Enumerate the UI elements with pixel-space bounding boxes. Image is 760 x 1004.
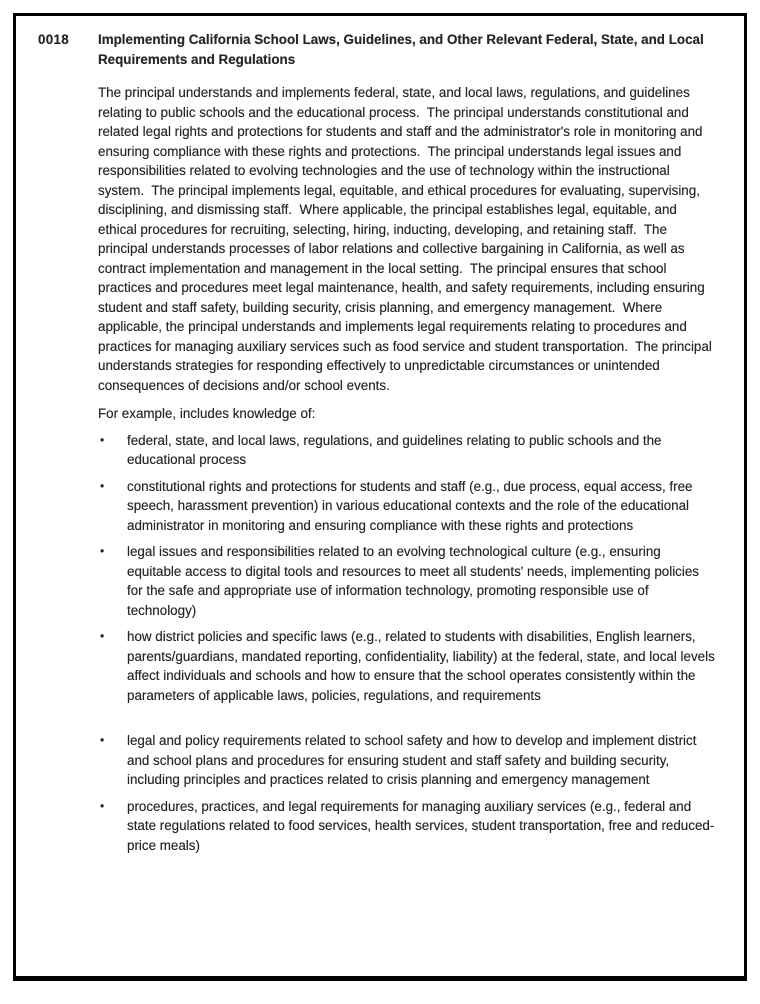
standard-body: [98, 83, 716, 855]
bullet-item: [98, 731, 716, 790]
bullet-text: how district policies and specific laws (e.g., related to students with disabilities, English learners, parents/guardians, mandated reporting, confidentiality, liability) at the federal, state, and local levels affect individuals and schools and how to ensure that the school operates consistently within the parameters of applicable laws, policies, regulations, and requirements: [127, 629, 715, 703]
standard-code: 0018: [38, 32, 69, 47]
bullet-text: legal issues and responsibilities related to an evolving technological culture (e.g., ensuring equitable access to digital tools and resources to meet all students' needs, implementing policies for the safe and appropriate use of information technology, promoting responsible use of technology): [127, 544, 699, 618]
standard-description: The principal understands and implements federal, state, and local laws, regulations, and guidelines relating to public schools and the educational process. The principal understands constitutional and related legal rights and protections for students and staff and the administrator's role in monitoring and ensuring compliance with these rights and protections. The principal understands legal issues and responsibilities related to evolving technologies and the use of technology within the instructional system. The principal implements legal, equitable, and ethical procedures for evaluating, supervising, disciplining, and dismissing staff. Where applicable, the principal establishes legal, equitable, and ethical procedures for recruiting, selecting, hiring, inducting, developing, and retaining staff. The principal understands processes of labor relations and collective bargaining in California, as well as contract implementation and management in the local setting. The principal ensures that school practices and procedures meet legal maintenance, health, and safety requirements, including ensuring student and staff safety, building security, crisis planning, and emergency management. Where applicable, the principal understands and implements legal requirements relating to procedures and practices for managing auxiliary services such as food service and student transportation. The principal understands strategies for responding effectively to unpredictable circumstances or unintended consequences of decisions and/or school events.: [98, 85, 716, 393]
bullet-text: procedures, practices, and legal requirements for managing auxiliary services (e.g., federal and state regulations related to food services, health services, student transportation, free and reduced-price meals): [127, 798, 715, 853]
bullet-text: federal, state, and local laws, regulations, and guidelines relating to public schools and the educational process: [127, 432, 662, 467]
bullet-text: constitutional rights and protections for students and staff (e.g., due process, equal access, free speech, harassment prevention) in various educational contexts and the role of the educational administrator in monitoring and ensuring compliance with these rights and protections: [127, 478, 693, 533]
bullet-text: legal and policy requirements related to school safety and how to develop and implement district and school plans and procedures for ensuring student and staff safety and building security, including principles and practices related to crisis planning and emergency management: [127, 733, 697, 787]
bullet-glyph: •: [100, 544, 105, 558]
standard-heading: [38, 30, 716, 70]
bullet-glyph: •: [100, 733, 105, 747]
document-content: [16, 16, 744, 855]
bullet-item: [98, 477, 716, 536]
bullet-glyph: •: [100, 432, 105, 447]
document-page-frame: [13, 13, 747, 981]
examples-intro: For example, includes knowledge of:: [98, 406, 316, 421]
bullet-glyph: •: [100, 798, 105, 813]
bullet-item: [98, 797, 716, 856]
bullet-item: [98, 431, 716, 470]
bullet-glyph: •: [100, 478, 105, 493]
standard-title: Implementing California School Laws, Guidelines, and Other Relevant Federal, State, and Local Requirements and Regulations: [98, 32, 704, 67]
bullet-item: [98, 627, 716, 705]
bullet-glyph: •: [100, 629, 105, 643]
knowledge-bullet-list: [98, 431, 716, 856]
bullet-item: [98, 542, 716, 620]
